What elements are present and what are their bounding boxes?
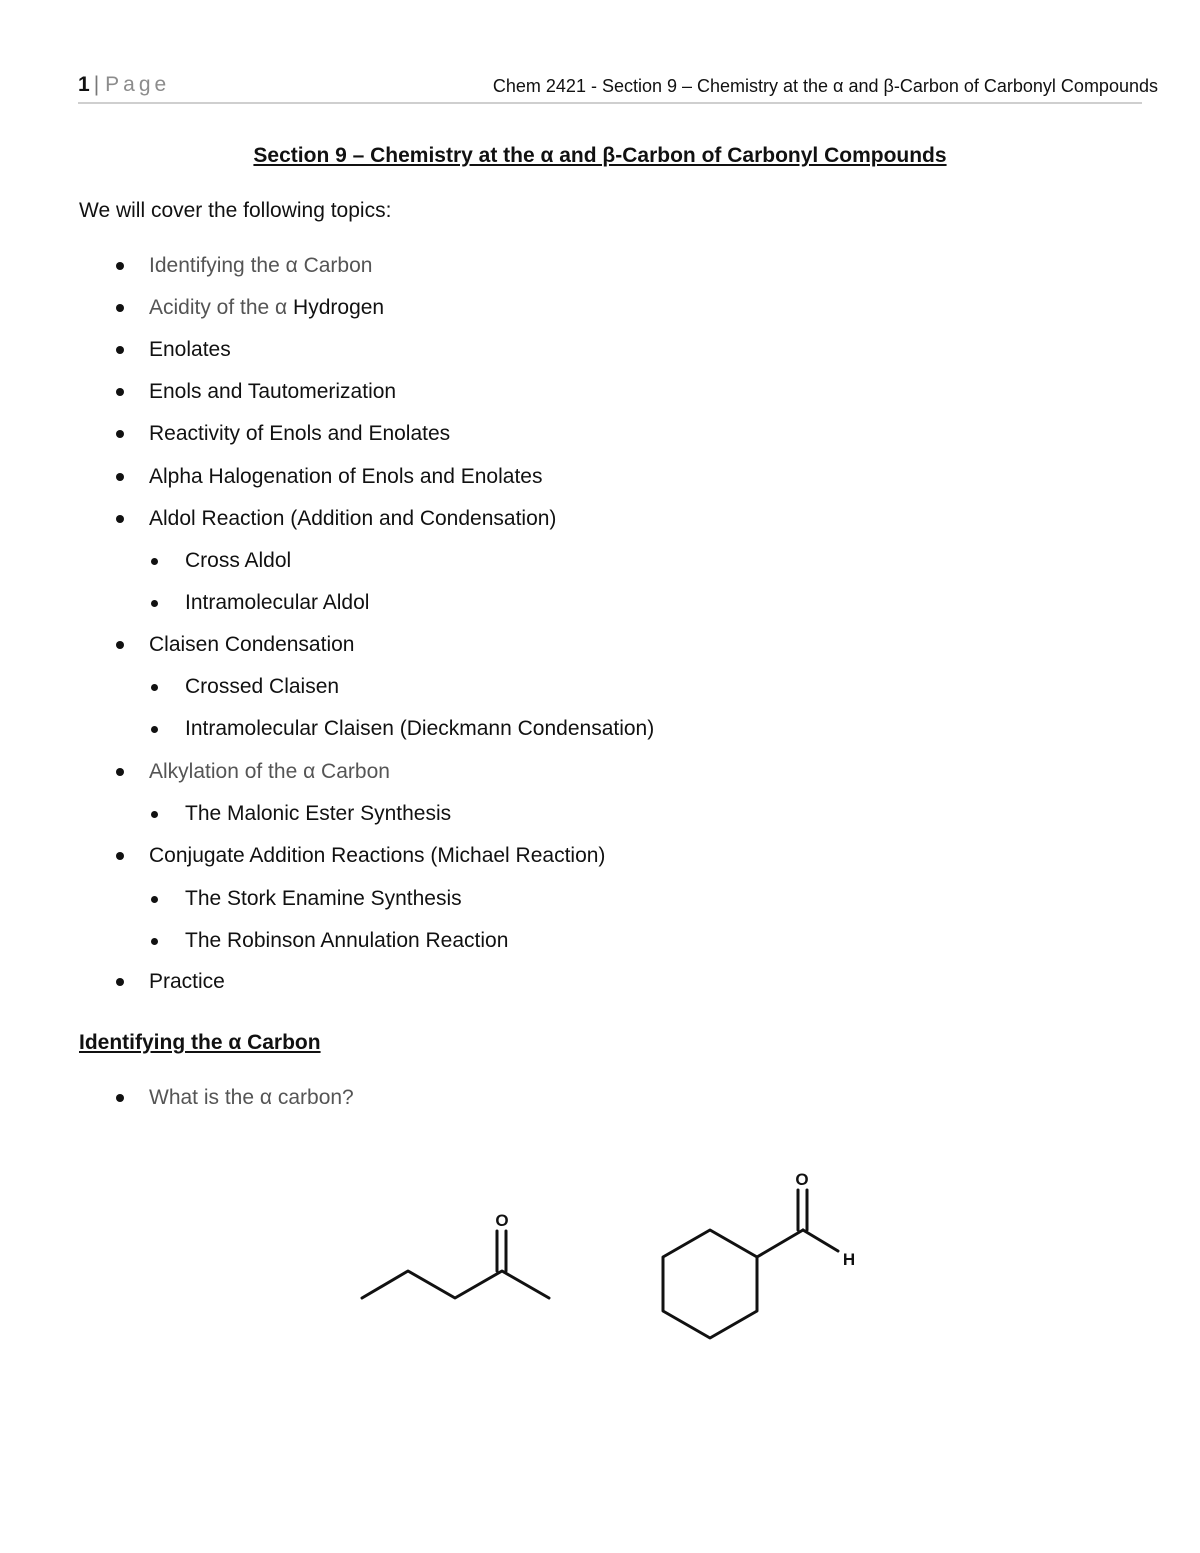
ketone-oxygen-label: O <box>495 1211 509 1230</box>
page-separator: | <box>93 73 100 96</box>
topic-text: Alpha Halogenation of Enols and Enolates <box>149 465 543 488</box>
ketone-structure <box>362 1231 549 1298</box>
topic-text: Intramolecular Aldol <box>185 591 370 614</box>
topic-text: Crossed Claisen <box>185 675 340 698</box>
aldehyde-carbon-bond <box>757 1230 803 1257</box>
topic-text: Intramolecular Claisen (Dieckmann Condensation) <box>185 717 655 740</box>
topic-text: The Malonic Ester Synthesis <box>185 802 452 825</box>
topic-text: Reactivity of Enols and Enolates <box>149 422 451 445</box>
topic-text: Practice <box>149 970 225 993</box>
intro-text: We will cover the following topics: <box>79 199 392 222</box>
topic-text: Cross Aldol <box>185 549 292 572</box>
section-heading: Identifying the α Carbon <box>79 1031 321 1054</box>
aldehyde-hydrogen-bond <box>803 1230 838 1251</box>
aldehyde-structure <box>663 1190 838 1338</box>
header-course-title: Chem 2421 - Section 9 – Chemistry at the α and β-Carbon of Carbonyl Compounds <box>492 76 1158 96</box>
topic-text: The Robinson Annulation Reaction <box>185 929 509 952</box>
topic-text: Hydrogen <box>293 296 385 319</box>
document-title: Section 9 – Chemistry at the α and β-Carbon of Carbonyl Compounds <box>253 144 947 167</box>
topic-text: Identifying the α Carbon <box>149 254 373 277</box>
topic-text: Enolates <box>149 338 231 361</box>
topic-text: Enols and Tautomerization <box>149 380 397 403</box>
topic-text: Alkylation of the α Carbon <box>149 760 390 783</box>
question-text: What is the α carbon? <box>149 1086 354 1109</box>
ketone-carbon-chain <box>362 1271 549 1298</box>
page-number: 1 <box>78 73 90 96</box>
topic-text: Acidity of the α <box>149 296 294 319</box>
aldehyde-oxygen-label: O <box>795 1170 809 1189</box>
aldehyde-hydrogen-label: H <box>842 1250 856 1269</box>
topic-text: The Stork Enamine Synthesis <box>185 887 462 910</box>
topic-text: Conjugate Addition Reactions (Michael Reaction) <box>149 844 606 867</box>
topic-text: Claisen Condensation <box>149 633 355 656</box>
topic-text: Aldol Reaction (Addition and Condensation) <box>149 507 557 530</box>
page-word: Page <box>105 73 171 96</box>
cyclohexane-ring <box>663 1230 757 1338</box>
